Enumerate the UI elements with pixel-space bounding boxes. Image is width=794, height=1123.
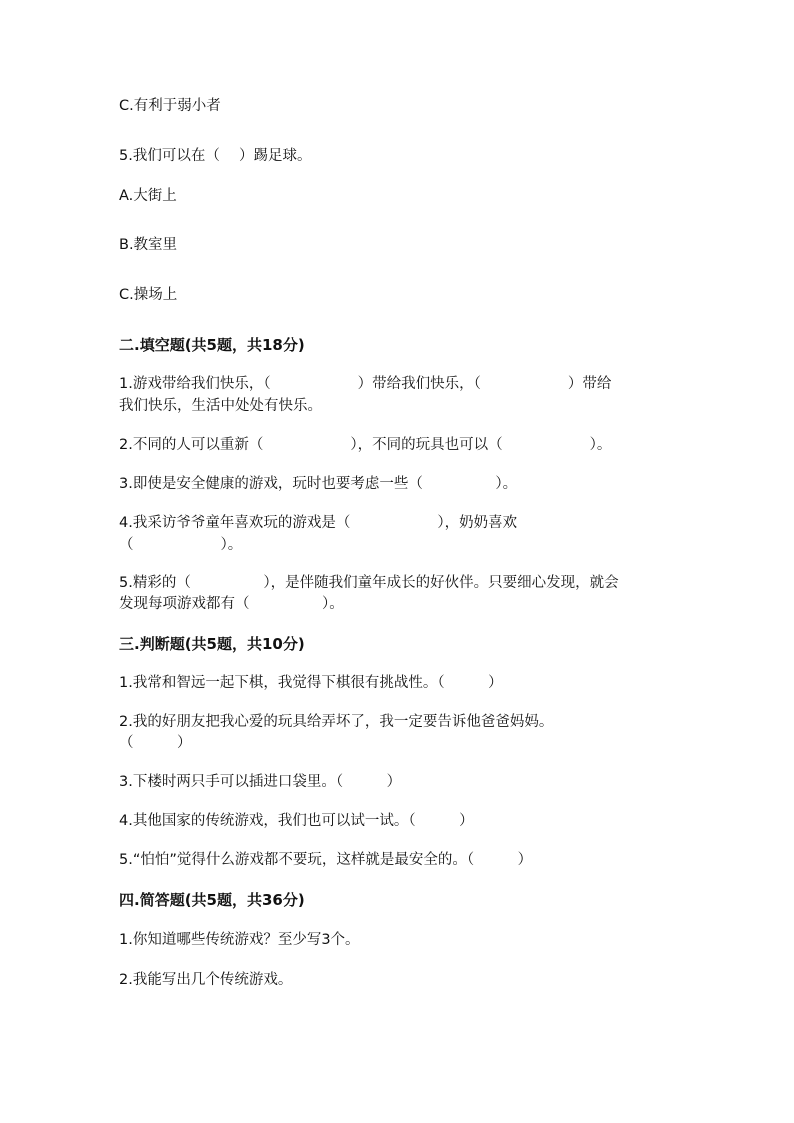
fill-item-4-line1: 4.我采访爷爷童年喜欢玩的游戏是（ ），奶奶喜欢: [119, 515, 518, 531]
q5-stem: 5.我们可以在（ ）踢足球。: [119, 148, 312, 164]
q4-option-c: C.有利于弱小者: [119, 98, 221, 114]
fill-item-3: 3.即使是安全健康的游戏，玩时也要考虑一些（ ）。: [119, 476, 518, 492]
fill-item-2: 2.不同的人可以重新（ ），不同的玩具也可以（ ）。: [119, 437, 612, 453]
q5-option-c: C.操场上: [119, 287, 178, 303]
short-answer-item-1: 1.你知道哪些传统游戏？至少写3个。: [119, 932, 360, 948]
section2-heading: 二.填空题(共5题，共18分): [119, 336, 305, 354]
judge-item-5: 5.“怕怕”觉得什么游戏都不要玩，这样就是最安全的。（ ）: [119, 852, 533, 868]
section3-heading: 三.判断题(共5题，共10分): [119, 635, 305, 653]
section4-heading: 四.简答题(共5题，共36分): [119, 891, 305, 909]
judge-item-2-line1: 2.我的好朋友把我心爱的玩具给弄坏了，我一定要告诉他爸爸妈妈。: [119, 714, 554, 730]
fill-item-5-line2: 发现每项游戏都有（ ）。: [119, 596, 344, 612]
judge-item-4: 4.其他国家的传统游戏，我们也可以试一试。（ ）: [119, 813, 474, 829]
fill-item-5-line1: 5.精彩的（ ），是伴随我们童年成长的好伙伴。只要细心发现，就会: [119, 575, 619, 591]
fill-item-4-line2: （ ）。: [119, 537, 243, 553]
fill-item-1-line2: 我们快乐，生活中处处有快乐。: [119, 398, 322, 414]
fill-item-1-line1: 1.游戏带给我们快乐，（ ）带给我们快乐，（ ）带给: [119, 376, 612, 392]
short-answer-item-2: 2.我能写出几个传统游戏。: [119, 972, 293, 988]
judge-item-1: 1.我常和智远一起下棋，我觉得下棋很有挑战性。（ ）: [119, 675, 503, 691]
judge-item-3: 3.下楼时两只手可以插进口袋里。（ ）: [119, 774, 402, 790]
q5-option-a: A.大街上: [119, 188, 177, 204]
q5-option-b: B.教室里: [119, 237, 178, 253]
judge-item-2-line2: （ ）: [119, 735, 192, 751]
